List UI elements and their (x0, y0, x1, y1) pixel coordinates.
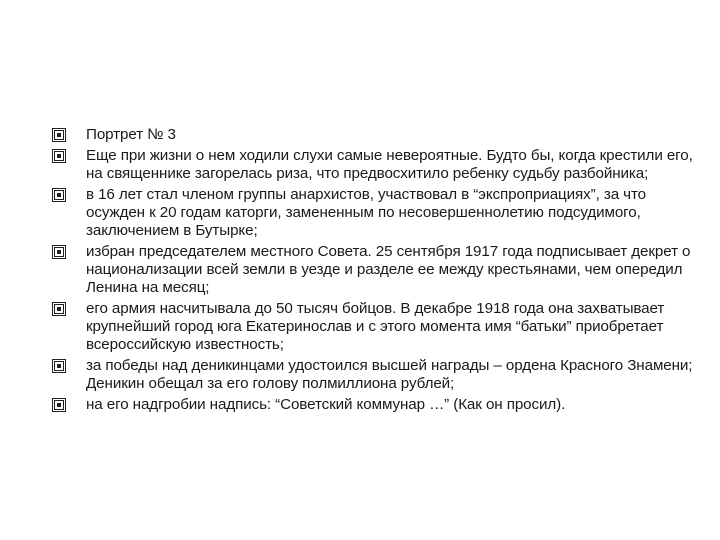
square-bullet-icon (54, 247, 64, 257)
square-bullet-icon (54, 304, 64, 314)
bullet-text: на его надгробии надпись: “Советский коммунар …” (Как он просил). (86, 396, 566, 413)
square-bullet-icon (54, 190, 64, 200)
bullet-item (54, 396, 694, 414)
square-bullet-icon (54, 151, 64, 161)
square-bullet-icon (54, 361, 64, 371)
square-bullet-icon (54, 400, 64, 410)
bullet-text: избран председателем местного Совета. 25 сентября 1917 года подписывает декрет о национализации всей земли в уезде и разделе ее между крестьянами, чем опередил Ленина на месяц; (86, 243, 691, 296)
bullet-item (54, 357, 694, 393)
bullet-text: его армия насчитывала до 50 тысяч бойцов. В декабре 1918 года она захватывает крупнейший город юга Екатеринослав и с этого момента имя “батьки” приобретает всероссийскую известность; (86, 300, 665, 353)
bullet-item-title (54, 126, 694, 144)
bullet-item (54, 147, 694, 183)
bullet-text: в 16 лет стал членом группы анархистов, участвовал в “экспроприациях”, за что осужден к 20 годам каторги, замененным по несовершеннолетию подсудимого, заключением в Бутырке; (86, 186, 647, 239)
bullet-item (54, 186, 694, 240)
bullet-list (54, 126, 694, 417)
square-bullet-icon (54, 130, 64, 140)
bullet-item (54, 300, 694, 354)
bullet-text: Портрет № 3 (86, 126, 176, 143)
bullet-text: за победы над деникинцами удостоился высшей награды – ордена Красного Знамени; Деникин обещал за его голову полмиллиона рублей; (86, 357, 693, 392)
bullet-text: Еще при жизни о нем ходили слухи самые невероятные. Будто бы, когда крестили его, на священнике загорелась риза, что предвосхитило ребенку судьбу разбойника; (86, 147, 693, 182)
bullet-item (54, 243, 694, 297)
